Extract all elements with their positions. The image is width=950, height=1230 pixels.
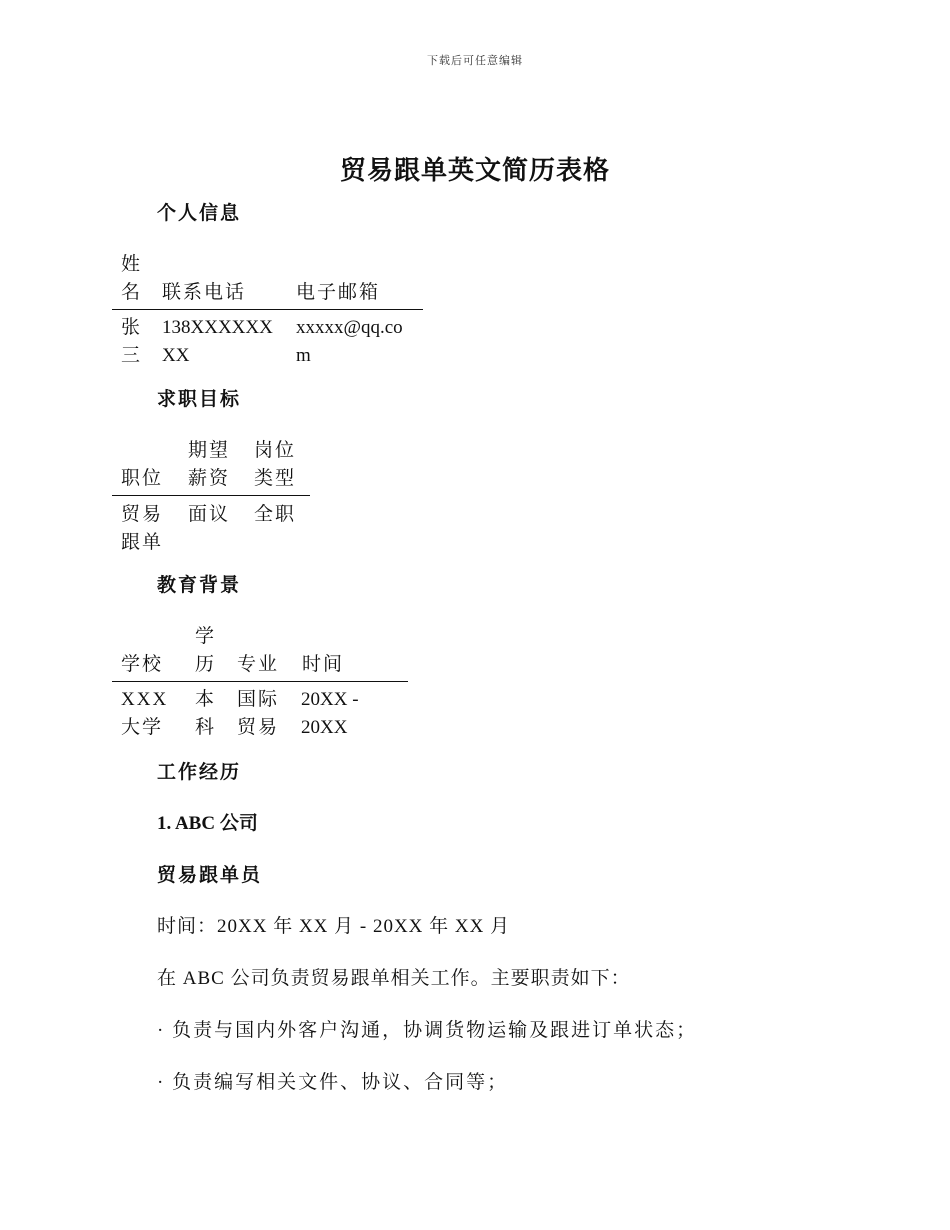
job-position: 贸易跟单员 [157, 865, 263, 886]
section-heading-job-objective: 求职目标 [157, 389, 242, 410]
page-header: 下载后可任意编辑 [427, 55, 523, 67]
section-heading-education: 教育背景 [157, 575, 242, 596]
table-cell: 全职 [254, 504, 297, 525]
table-header-cell: 岗位类型 [254, 440, 297, 489]
table-header-rule [112, 309, 423, 310]
table-cell: 138XXXXXXXX [162, 317, 273, 366]
section-heading-work: 工作经历 [157, 762, 242, 783]
table-header-cell: 时间 [302, 654, 345, 675]
table-cell: 张三 [121, 317, 143, 366]
duty-item: · 负责编写相关文件、协议、合同等； [157, 1072, 509, 1093]
table-cell: xxxxx@qq.com [296, 317, 403, 366]
table-header-cell: 专业 [237, 654, 280, 675]
document-title: 贸易跟单英文简历表格 [339, 156, 610, 186]
table-cell: XXX大学 [121, 689, 169, 738]
table-header-cell: 职位 [121, 468, 164, 489]
table-header-rule [112, 681, 408, 682]
company-name: 1. ABC 公司 [157, 813, 258, 834]
work-intro: 在 ABC 公司负责贸易跟单相关工作。主要职责如下： [157, 968, 631, 989]
section-heading-personal-info: 个人信息 [157, 203, 242, 224]
table-cell: 本科 [195, 689, 217, 738]
table-header-rule [112, 495, 310, 496]
table-header-cell: 学历 [195, 626, 217, 675]
table-cell: 贸易跟单 [121, 504, 164, 553]
table-header-cell: 期望薪资 [188, 440, 231, 489]
table-header-cell: 电子邮箱 [296, 282, 381, 303]
table-cell: 面议 [188, 504, 231, 525]
table-header-cell: 联系电话 [162, 282, 247, 303]
table-cell: 20XX - 20XX [301, 689, 359, 738]
duty-item: · 负责与国内外客户沟通，协调货物运输及跟进订单状态； [157, 1020, 698, 1041]
table-header-cell: 学校 [121, 654, 164, 675]
table-cell: 国际贸易 [237, 689, 280, 738]
work-time: 时间：20XX 年 XX 月 - 20XX 年 XX 月 [157, 916, 511, 937]
table-header-cell: 姓名 [121, 254, 143, 303]
